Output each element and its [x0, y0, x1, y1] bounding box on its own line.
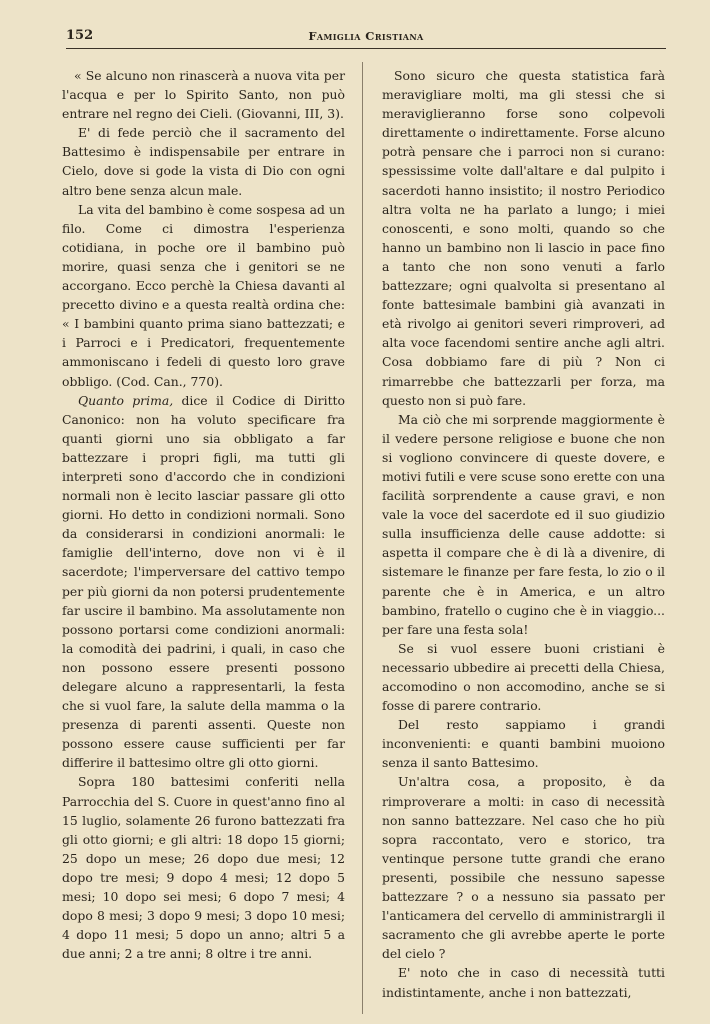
left-column [62, 66, 345, 963]
paragraph-text: dice il Codice di Diritto Canonico: non ha voluto specificare fra quanti giorni uno sia obbligato a far battezzare i propri figli, ma tutti gli interpreti sono d'accordo che in condizioni normali non è lecito lasciar passare gli otto giorni. Ho detto in condizioni normali. Sono da considerarsi in condizioni anormali: le famiglie dell'interno, dove non vi è il sacerdote; l'imperversare del cattivo tempo per più giorni da non potersi prudentemente far uscire il bambino. Ma assolutamente non possono portarsi come condizioni anormali: la comodità dei padrini, i quali, in caso che non possono essere presenti possono delegare alcuno a rappresentarli, la festa che si vuol fare, la salute della mamma o la presenza di parenti assenti. Queste non possono essere cause sufficienti per far differire il battesimo oltre gli otto giorni. [62, 392, 345, 771]
paragraph [62, 391, 345, 773]
italic-lead: Quanto prima, [78, 392, 174, 408]
paragraph: « Se alcuno non rinascerà a nuova vita per l'acqua e per lo Spirito Santo, non può entrare nel regno dei Cieli. (Giovanni, III, 3). [62, 68, 345, 122]
right-column [382, 66, 665, 1002]
paragraph: Sopra 180 battesimi conferiti nella Parrocchia del S. Cuore in quest'anno fino al 15 luglio, solamente 26 furono battezzati fra gli otto giorni; e gli altri: 18 dopo 15 giorni; 25 dopo un mese; 26 dopo due mesi; 12 dopo tre mesi; 9 dopo 4 mesi; 12 dopo 5 mesi; 10 dopo sei mesi; 6 dopo 7 mesi; 4 dopo 8 mesi; 3 dopo 9 mesi; 3 dopo 10 mesi; 4 dopo 11 mesi; 5 dopo un anno; altri 5 a due anni; 2 a tre anni; 8 oltre i tre anni. [62, 774, 345, 962]
paragraph: Sono sicuro che questa statistica farà meravigliare molti, ma gli stessi che si meraviglieranno forse sono colpevoli direttamente o indirettamente. Forse alcuno potrà pensare che i parroci non si curano: spessissime volte dall'altare e dal pulpito i sacerdoti hanno insistito; il nostro Periodico altra volta ne ha parlato a lungo; i miei conoscenti, e sono molti, quando so che hanno un bambino non li lascio in pace fino a tanto che non sono venuti a farlo battezzare; ogni qualvolta si presentano al fonte battesimale bambini già avanzati in età rivolgo ai genitori severi rimproveri, ad alta voce facendomi sentire anche agli altri. Cosa dobbiamo fare di più ? Non ci rimarrebbe che battezzarli per forza, ma questo non si può fare. [382, 68, 665, 408]
paragraph: Ma ciò che mi sorprende maggiormente è il vedere persone religiose e buone che non si vogliono convincere di queste dovere, e motivi futili e vere scuse sono erette con una facilità sorprendente a cause gravi, e non vale la voce del sacerdote ed il suo giudizio sulla insufficienza delle cause addotte: si aspetta il compare che è di là a divenire, di sistemare le finanze per fare festa, lo zio o il parente che è in America, e un altro bambino, fratello o cugino che è in viaggio... per fare una festa sola! [382, 411, 665, 637]
page-number: 152 [66, 28, 94, 43]
paragraph: Se si vuol essere buoni cristiani è necessario ubbedire ai precetti della Chiesa, accomodino o non accomodino, anche se si fosse di parere contrario. [382, 640, 665, 714]
page-header [66, 22, 666, 49]
running-title: Famiglia Cristiana [308, 29, 424, 43]
paragraph: E' di fede perciò che il sacramento del Battesimo è indispensabile per entrare in Cielo, dove si gode la vista di Dio con ogni altro bene senza alcun male. [62, 125, 345, 198]
paragraph: Un'altra cosa, a proposito, è da rimproverare a molti: in caso di necessità non sanno battezzare. Nel caso che ho più sopra raccontato, vero e storico, tra ventinque persone tutte grandi che erano presenti, possibile che nessuno sapesse battezzare ? o a nessuno sia passato per l'anticamera del cervello di amministrargli il sacramento che gli avrebbe aperte le porte del cielo ? [382, 774, 665, 962]
paragraph: Del resto sappiamo i grandi inconvenienti: e quanti bambini muoiono senza il santo Battesimo. [382, 717, 665, 771]
paragraph: La vita del bambino è come sospesa ad un filo. Come ci dimostra l'esperienza cotidiana, in poche ore il bambino può morire, quasi senza che i genitori se ne accorgano. Ecco perchè la Chiesa davanti al precetto divino e a questa realtà ordina che: « I bambini quanto prima siano battezzati; e i Parroci e i Predicatori, frequentemente ammoniscano i fedeli di questo loro grave obbligo. (Cod. Can., 770). [62, 201, 345, 389]
paragraph: E' noto che in caso di necessità tutti indistintamente, anche i non battezzati, [382, 965, 665, 1000]
column-divider [362, 62, 363, 1014]
